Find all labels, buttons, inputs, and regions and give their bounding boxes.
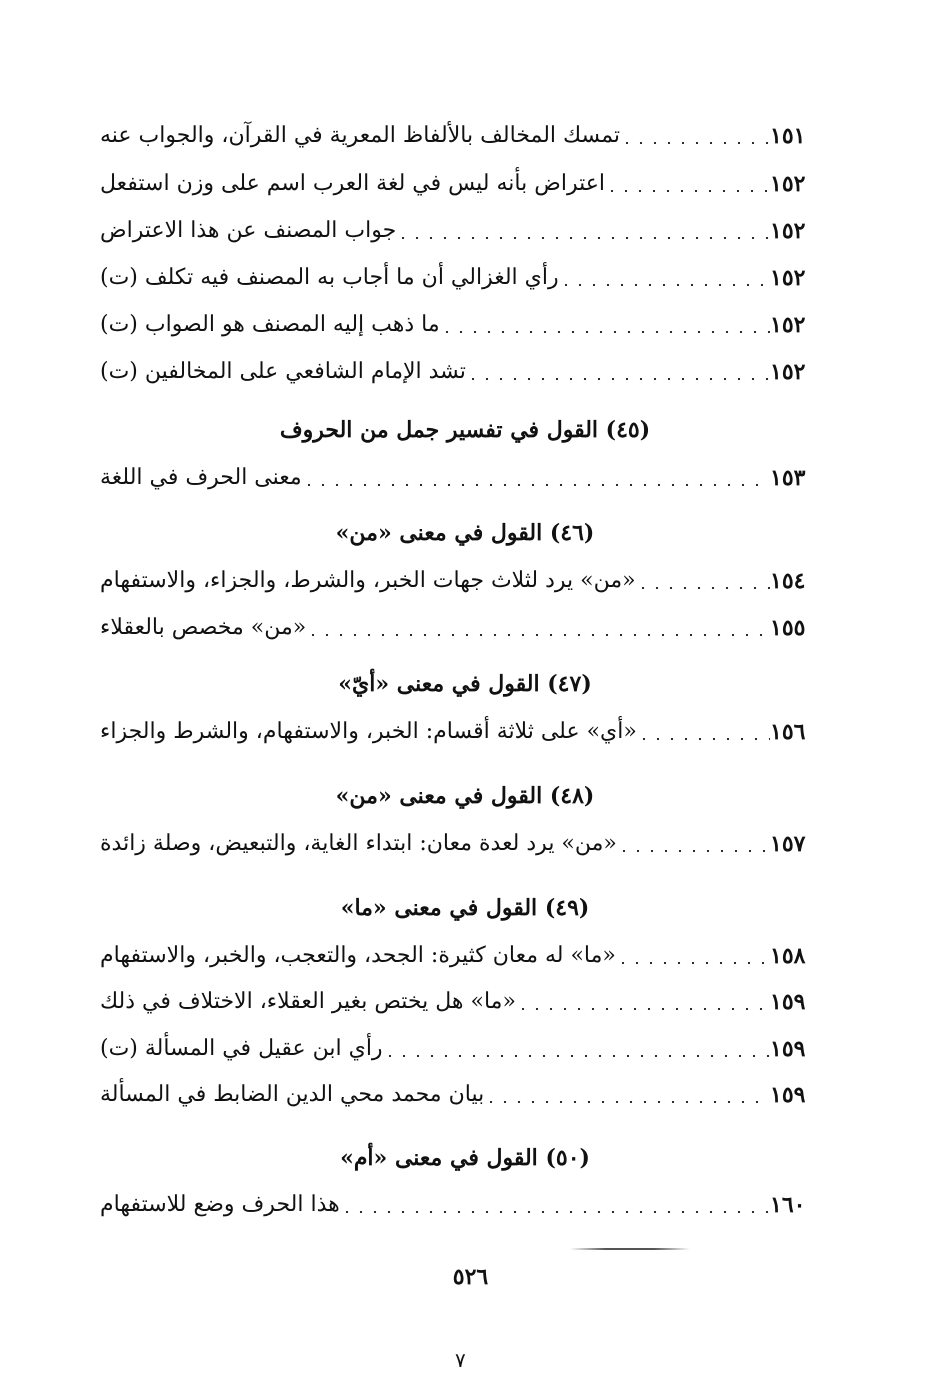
dot-leader — [559, 258, 770, 298]
section-heading: (٥٠) القول في معنى «أم» — [340, 1145, 590, 1171]
toc-entry — [90, 305, 840, 345]
entry-page-number: ١٥٩ — [770, 1082, 806, 1108]
toc-entry — [90, 1185, 840, 1225]
entry-page-number: ١٥٩ — [770, 1036, 806, 1062]
toc-entry — [90, 824, 840, 864]
entry-title: رأي ابن عقيل في المسألة (ت) — [100, 1036, 383, 1061]
entry-page-number: ١٥٢ — [770, 171, 806, 197]
entry-title: جواب المصنف عن هذا الاعتراض — [100, 218, 397, 243]
entry-title: «ما» هل يختص بغير العقلاء، الاختلاف في ذلك — [100, 989, 516, 1014]
signature-mark: ٧ — [455, 1348, 466, 1372]
dot-leader — [396, 211, 770, 251]
entry-page-number: ١٥٣ — [770, 465, 806, 491]
dot-leader — [616, 936, 770, 976]
toc-entry — [90, 1029, 840, 1069]
section-heading: (٤٧) القول في معنى «أيّ» — [338, 671, 592, 697]
dot-leader — [466, 352, 770, 392]
toc-entry — [90, 116, 840, 156]
dot-leader — [605, 164, 770, 204]
toc-entry — [90, 352, 840, 392]
dot-leader — [306, 608, 770, 648]
section-heading: (٤٨) القول في معنى «من» — [335, 783, 595, 809]
toc-entry — [90, 982, 840, 1022]
dot-leader — [617, 824, 770, 864]
entry-page-number: ١٥٢ — [770, 312, 806, 338]
entry-title: «من» يرد لثلاث جهات الخبر، والشرط، والجزاء، والاستفهام — [100, 568, 636, 593]
entry-page-number: ١٥١ — [770, 123, 806, 149]
entry-page-number: ١٥٢ — [770, 359, 806, 385]
page-number: ٥٢٦ — [452, 1264, 489, 1290]
toc-entry — [90, 712, 840, 752]
entry-page-number: ١٥٢ — [770, 265, 806, 291]
entry-page-number: ١٦٠ — [770, 1192, 806, 1218]
dot-leader — [516, 982, 770, 1022]
entry-title: اعتراض بأنه ليس في لغة العرب اسم على وزن استفعل — [100, 171, 605, 196]
section-heading: (٤٦) القول في معنى «من» — [335, 520, 595, 546]
entry-title: رأي الغزالي أن ما أجاب به المصنف فيه تكلف (ت) — [100, 265, 559, 290]
toc-entry — [90, 1075, 840, 1115]
toc-entry — [90, 608, 840, 648]
entry-title: «أي» على ثلاثة أقسام: الخبر، والاستفهام، والشرط والجزاء — [100, 719, 637, 744]
entry-page-number: ١٥٦ — [770, 719, 806, 745]
dot-leader — [440, 305, 770, 345]
entry-title: هذا الحرف وضع للاستفهام — [100, 1192, 340, 1217]
entry-title: «من» مخصص بالعقلاء — [100, 615, 307, 640]
dot-leader — [637, 712, 770, 752]
dot-leader — [340, 1185, 770, 1225]
entry-title: ما ذهب إليه المصنف هو الصواب (ت) — [100, 312, 440, 337]
dot-leader — [383, 1029, 770, 1069]
entry-title: «ما» له معان كثيرة: الجحد، والتعجب، والخبر، والاستفهام — [100, 943, 616, 968]
entry-page-number: ١٥٨ — [770, 943, 806, 969]
entry-page-number: ١٥٩ — [770, 989, 806, 1015]
toc-entry — [90, 561, 840, 601]
dot-leader — [620, 116, 770, 156]
entry-title: معنى الحرف في اللغة — [100, 465, 302, 490]
dot-leader — [636, 561, 770, 601]
entry-page-number: ١٥٥ — [770, 615, 806, 641]
entry-title: تمسك المخالف بالألفاظ المعرية في القرآن، والجواب عنه — [100, 123, 621, 148]
section-heading: (٤٩) القول في معنى «ما» — [340, 895, 590, 921]
toc-entry — [90, 936, 840, 976]
dot-leader — [484, 1075, 770, 1115]
toc-entry — [90, 164, 840, 204]
toc-entry — [90, 458, 840, 498]
toc-entry — [90, 211, 840, 251]
entry-page-number: ١٥٤ — [770, 568, 806, 594]
dot-leader — [302, 458, 770, 498]
entry-page-number: ١٥٢ — [770, 218, 806, 244]
entry-title: بيان محمد محي الدين الضابط في المسألة — [100, 1082, 485, 1107]
toc-entry — [90, 258, 840, 298]
entry-title: تشد الإمام الشافعي على المخالفين (ت) — [100, 359, 466, 384]
section-heading: (٤٥) القول في تفسير جمل من الحروف — [279, 417, 651, 443]
entry-title: «من» يرد لعدة معان: ابتداء الغاية، والتبعيض، وصلة زائدة — [100, 831, 617, 856]
decorative-rule — [570, 1248, 690, 1250]
entry-page-number: ١٥٧ — [770, 831, 806, 857]
